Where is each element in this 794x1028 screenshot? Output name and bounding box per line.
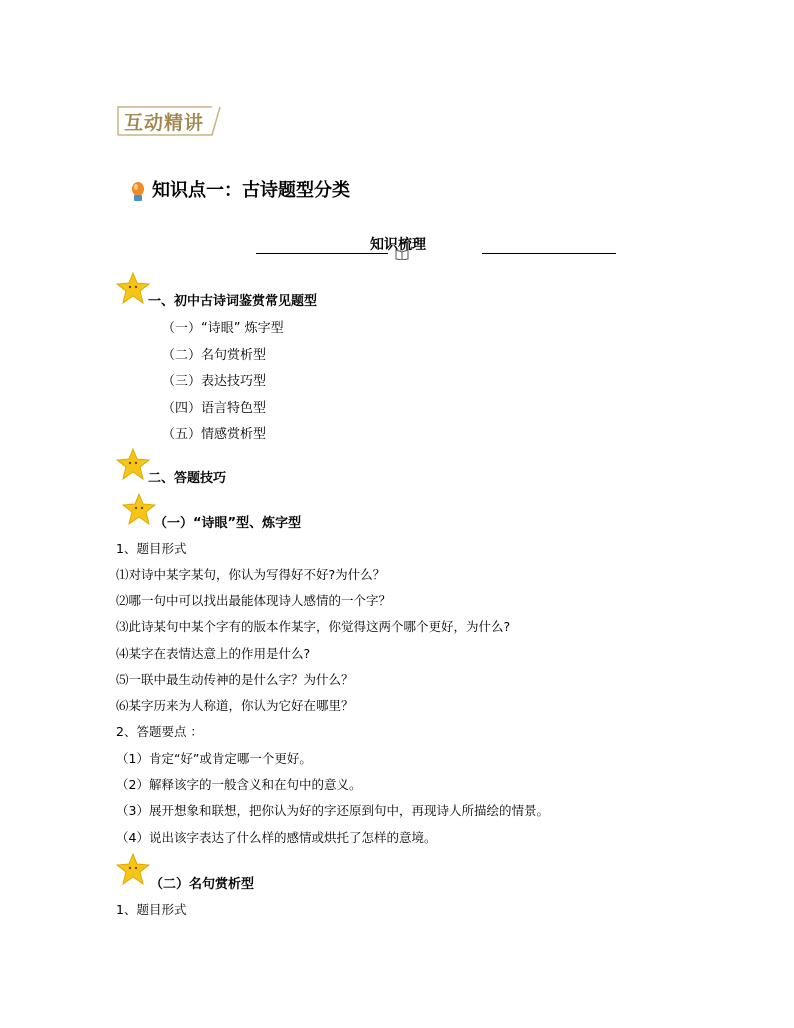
question-line: ⑵哪一句中可以找出最能体现诗人感情的一个字？ [116,593,392,608]
question-line: ⑸一联中最生动传神的是什么字？为什么？ [116,672,354,687]
star-icon [116,853,150,885]
point-line: （3）展开想象和联想，把你认为好的字还原到句中，再现诗人所描绘的情景。 [116,803,549,818]
sub1-heading: （一）“诗眼”型、炼字型 [154,516,302,531]
section-badge [116,105,220,137]
lightbulb-icon [130,180,146,204]
point-line: （2）解释该字的一般含义和在句中的意义。 [116,777,362,792]
list-item: （一）“诗眼” 炼字型 [162,321,284,336]
list-item: （五）情感赏析型 [162,427,267,442]
star-icon [116,272,150,304]
star-icon [122,493,156,525]
knowledge-point-title: 知识点一：古诗题型分类 [152,180,350,201]
title-rule-right [482,253,616,254]
star-icon [116,448,150,480]
part1-heading: 一、初中古诗词鉴赏常见题型 [148,294,318,309]
title-rule-left [256,253,388,254]
list-item: （二）名句赏析型 [162,348,267,363]
section-title: 知识梳理 [370,237,426,253]
question-line: ⑶此诗某句中某个字有的版本作某字，你觉得这两个哪个更好，为什么? [116,619,511,634]
point-line: （4）说出该字表达了什么样的感情或烘托了怎样的意境。 [116,830,437,845]
question-line: ⑷某字在表情达意上的作用是什么? [116,646,311,661]
sub2-heading: （二）名句赏析型 [150,877,255,892]
part2-heading: 二、答题技巧 [148,471,227,486]
form-label: 1、题目形式 [116,541,187,556]
list-item: （四）语言特色型 [162,401,267,416]
badge-label: 互动精讲 [124,112,205,134]
question-line: ⑴对诗中某字某句，你认为写得好不好?为什么？ [116,567,386,582]
form-label: 1、题目形式 [116,902,187,917]
points-label: 2、答题要点 ： [116,724,203,739]
list-item: （三）表达技巧型 [162,374,267,389]
book-icon [395,248,409,260]
question-line: ⑹某字历来为人称道，你认为它好在哪里？ [116,698,354,713]
point-line: （1）肯定“好”或肯定哪一个更好。 [116,751,312,766]
